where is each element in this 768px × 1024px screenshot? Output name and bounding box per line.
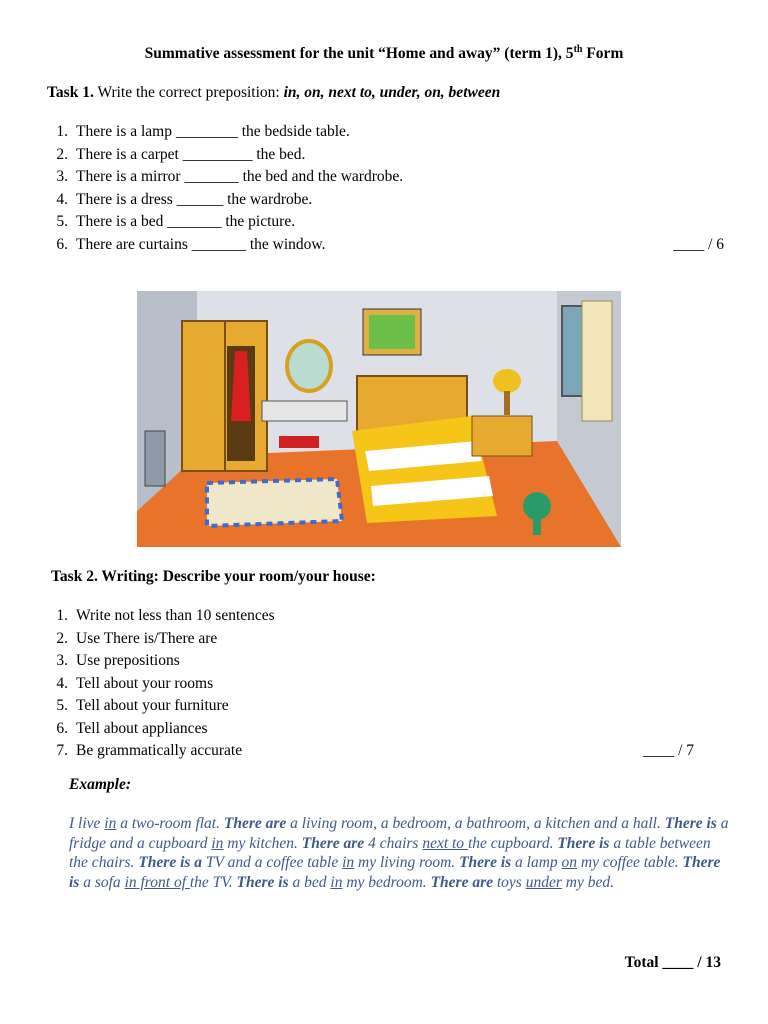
example-bold-phrase: There is (459, 854, 512, 872)
task1-item-text: There is a lamp ________ the bedside table. (76, 123, 350, 140)
total-score: Total ____ / 13 (624, 954, 721, 971)
example-underlined-preposition: in (104, 815, 117, 832)
example-text-segment: a living room, a bedroom, a bathroom, a kitchen and a hall. (286, 815, 665, 832)
task2-item-number: 6. (56, 719, 68, 737)
task2-item-text: Write not less than 10 sentences (76, 607, 275, 624)
task1-item-text: There are curtains _______ the window. (76, 235, 326, 253)
task2-item-text: Tell about appliances (76, 719, 208, 737)
task1-item (44, 189, 724, 212)
example-text-segment: a table between the chairs. (69, 834, 711, 872)
example-label: Example: (69, 776, 131, 793)
example-underlined-preposition: on (561, 854, 578, 872)
example-text-segment: my kitchen. (223, 834, 302, 852)
task1-item (44, 121, 724, 144)
task1-item (44, 211, 724, 234)
task2-item-number: 2. (56, 629, 68, 647)
example-text-segment: a sofa (79, 873, 125, 891)
task1-item-text: There is a bed _______ the picture. (76, 213, 296, 230)
task1-heading (47, 84, 500, 102)
example-text-segment: a bed (288, 873, 331, 891)
example-bold-phrase: There is (69, 854, 721, 891)
task1-item-text: There is a dress ______ the wardrobe. (76, 190, 313, 208)
example-text-segment: my coffee table. (577, 854, 683, 872)
task1-question-list (44, 121, 724, 256)
example-underlined-preposition: in (330, 873, 343, 891)
task2-heading: Task 2. Writing: Describe your room/your house: (51, 568, 376, 585)
example-text-segment: TV and a coffee table (202, 854, 343, 872)
example-text-segment: the cupboard. (467, 834, 558, 852)
task2-item (44, 740, 694, 763)
task1-item-number: 1. (56, 123, 68, 140)
example-bold-phrase: There is a (138, 854, 203, 872)
example-paragraph (69, 814, 729, 892)
task1-item-number: 5. (56, 213, 68, 230)
task2-item-text: Be grammatically accurate (76, 742, 243, 759)
task1-item (44, 234, 724, 257)
task2-item-number: 1. (56, 607, 68, 624)
example-underlined-preposition: in front of (124, 873, 190, 891)
task2-item-text: Tell about your rooms (76, 674, 214, 692)
task2-item (44, 673, 694, 696)
task2-item-number: 4. (56, 674, 68, 692)
task2-score: ____ / 7 (643, 742, 694, 759)
example-text-segment: my bedroom. (342, 873, 431, 891)
task1-item-number: 4. (56, 190, 68, 208)
task2-item (44, 695, 694, 718)
task2-item (44, 605, 694, 628)
example-bold-phrase: There is (664, 815, 717, 832)
task2-item-text: Use prepositions (76, 652, 180, 669)
task2-item (44, 650, 694, 673)
example-underlined-preposition: under (525, 873, 562, 891)
task2-item-number: 3. (56, 652, 68, 669)
task2-item-number: 7. (56, 742, 68, 759)
task2-item (44, 628, 694, 651)
task2-item-text: Use There is/There are (76, 629, 218, 647)
task1-label: Task 1. (47, 84, 94, 101)
example-underlined-preposition: in (342, 854, 355, 872)
example-text-segment: 4 chairs (364, 834, 423, 852)
example-text-segment: the TV. (189, 873, 237, 891)
page-title: Summative assessment for the unit “Home and away” (term 1), 5th Form (144, 44, 624, 63)
task2-item-number: 5. (56, 697, 68, 714)
task1-score: ____ / 6 (673, 235, 724, 253)
bedroom-illustration (137, 291, 621, 547)
task1-item (44, 166, 724, 189)
example-bold-phrase: There are (301, 834, 365, 852)
example-bold-phrase: There is (236, 873, 289, 891)
task1-item-text: There is a carpet _________ the bed. (76, 145, 306, 163)
example-text-segment: a lamp (511, 854, 562, 872)
example-text-segment: a two-room flat. (116, 815, 224, 832)
task1-item (44, 144, 724, 167)
example-bold-phrase: There is (557, 834, 610, 852)
example-bold-phrase: There are (223, 815, 287, 832)
task1-item-number: 3. (56, 168, 68, 185)
example-text-segment: my living room. (354, 854, 460, 872)
example-text-segment: toys (492, 873, 526, 891)
task1-item-number: 2. (56, 145, 68, 163)
task1-instruction: Write the correct preposition: (97, 84, 284, 101)
task2-item (44, 718, 694, 741)
task2-item-text: Tell about your furniture (76, 697, 229, 714)
task1-item-number: 6. (56, 235, 68, 253)
example-underlined-preposition: next to (422, 834, 468, 852)
task1-options: in, on, next to, under, on, between (283, 84, 501, 101)
task1-item-text: There is a mirror _______ the bed and the wardrobe. (76, 168, 404, 185)
task2-requirement-list (44, 605, 694, 763)
example-bold-phrase: There are (430, 873, 493, 891)
example-text-segment: I live (69, 815, 105, 832)
example-underlined-preposition: in (211, 834, 224, 852)
example-text-segment: a fridge and a cupboard (69, 815, 729, 852)
example-text-segment: my bed. (561, 873, 614, 891)
